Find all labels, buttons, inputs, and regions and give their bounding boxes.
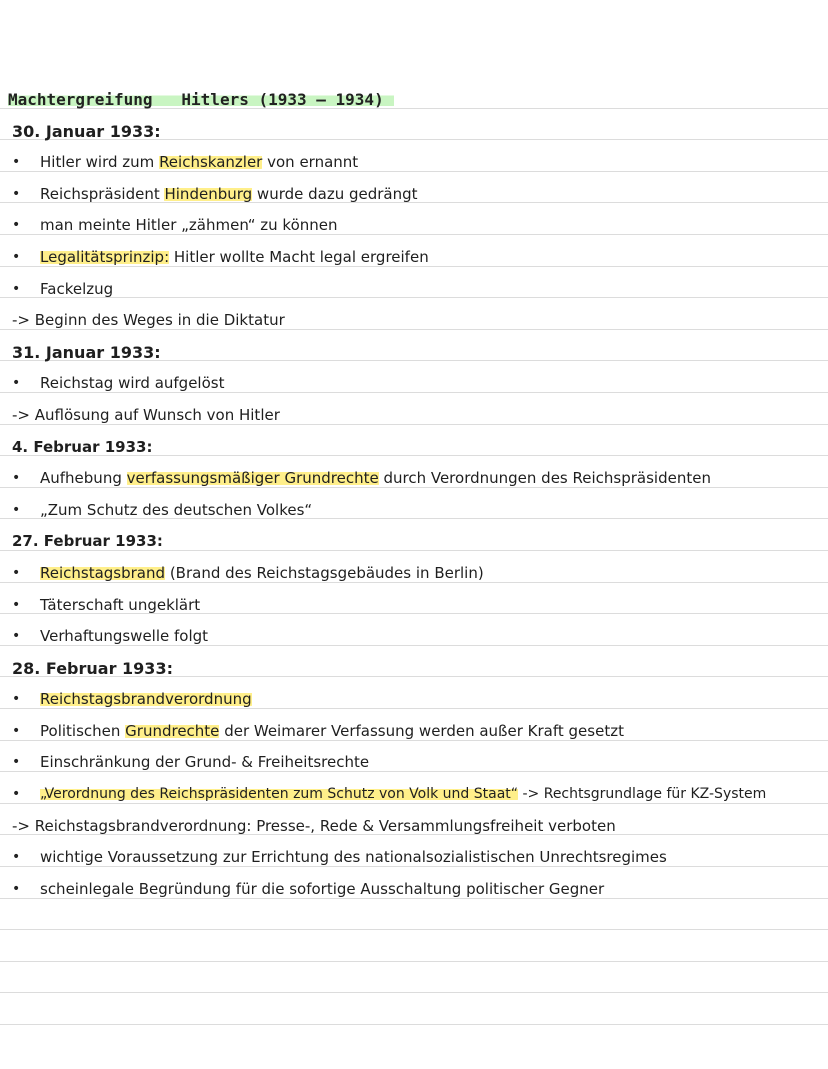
- bullet-item: • Reichstag wird aufgelöst: [0, 368, 828, 400]
- bullet-item: • Aufhebung verfassungsmäßiger Grundrechte durch Verordnungen des Reichspräsidenten: [0, 463, 828, 495]
- bullet-item: • wichtige Voraussetzung zur Errichtung des nationalsozialistischen Unrechtsregimes: [0, 842, 828, 874]
- ruled-line: [0, 961, 828, 962]
- arrow-note: -> Reichstagsbrandverordnung: Presse-, Rede & Versammlungsfreiheit verboten: [12, 816, 616, 835]
- ruled-line: [0, 992, 828, 993]
- date-heading: 27. Februar 1933:: [12, 532, 163, 551]
- bullet-item: • scheinlegale Begründung für die sofortige Ausschaltung politischer Gegner: [0, 874, 828, 906]
- date-heading: 4. Februar 1933:: [12, 437, 153, 456]
- bullet-item: • Reichspräsident Hindenburg wurde dazu gedrängt: [0, 179, 828, 211]
- ruled-line: [0, 929, 828, 930]
- bullet-item: • Fackelzug: [0, 274, 828, 306]
- bullet-item: • Legalitätsprinzip: Hitler wollte Macht legal ergreifen: [0, 242, 828, 274]
- notes-content: [0, 84, 828, 905]
- bullet-item: • Politischen Grundrechte der Weimarer Verfassung werden außer Kraft gesetzt: [0, 716, 828, 748]
- bullet-item: • man meinte Hitler „zähmen“ zu können: [0, 210, 828, 242]
- title-main: Machtergreifung: [8, 90, 153, 109]
- bullet-item: • Reichstagsbrand (Brand des Reichstagsgebäudes in Berlin): [0, 558, 828, 590]
- bullet-item: • Verhaftungswelle folgt: [0, 621, 828, 653]
- bullet-item: • „Verordnung des Reichspräsidenten zum Schutz von Volk und Staat“ -> Rechtsgrundlage für KZ-System: [0, 779, 828, 811]
- ruled-line: [0, 1024, 828, 1025]
- bullet-item: • Reichstagsbrandverordnung: [0, 684, 828, 716]
- bullet-item: • Hitler wird zum Reichskanzler von ernannt: [0, 147, 828, 179]
- bullet-item: • Täterschaft ungeklärt: [0, 590, 828, 622]
- date-heading: 31. Januar 1933:: [12, 342, 161, 362]
- bullet-item: • „Zum Schutz des deutschen Volkes“: [0, 495, 828, 527]
- page-title: [0, 84, 828, 116]
- date-heading: 30. Januar 1933:: [12, 121, 161, 141]
- bullet-item: • Einschränkung der Grund- & Freiheitsrechte: [0, 747, 828, 779]
- arrow-note: -> Beginn des Weges in die Diktatur: [12, 311, 285, 330]
- arrow-note: -> Auflösung auf Wunsch von Hitler: [12, 405, 280, 424]
- title-sub: Hitlers (1933 – 1934): [181, 90, 384, 109]
- date-heading: 28. Februar 1933:: [12, 658, 173, 678]
